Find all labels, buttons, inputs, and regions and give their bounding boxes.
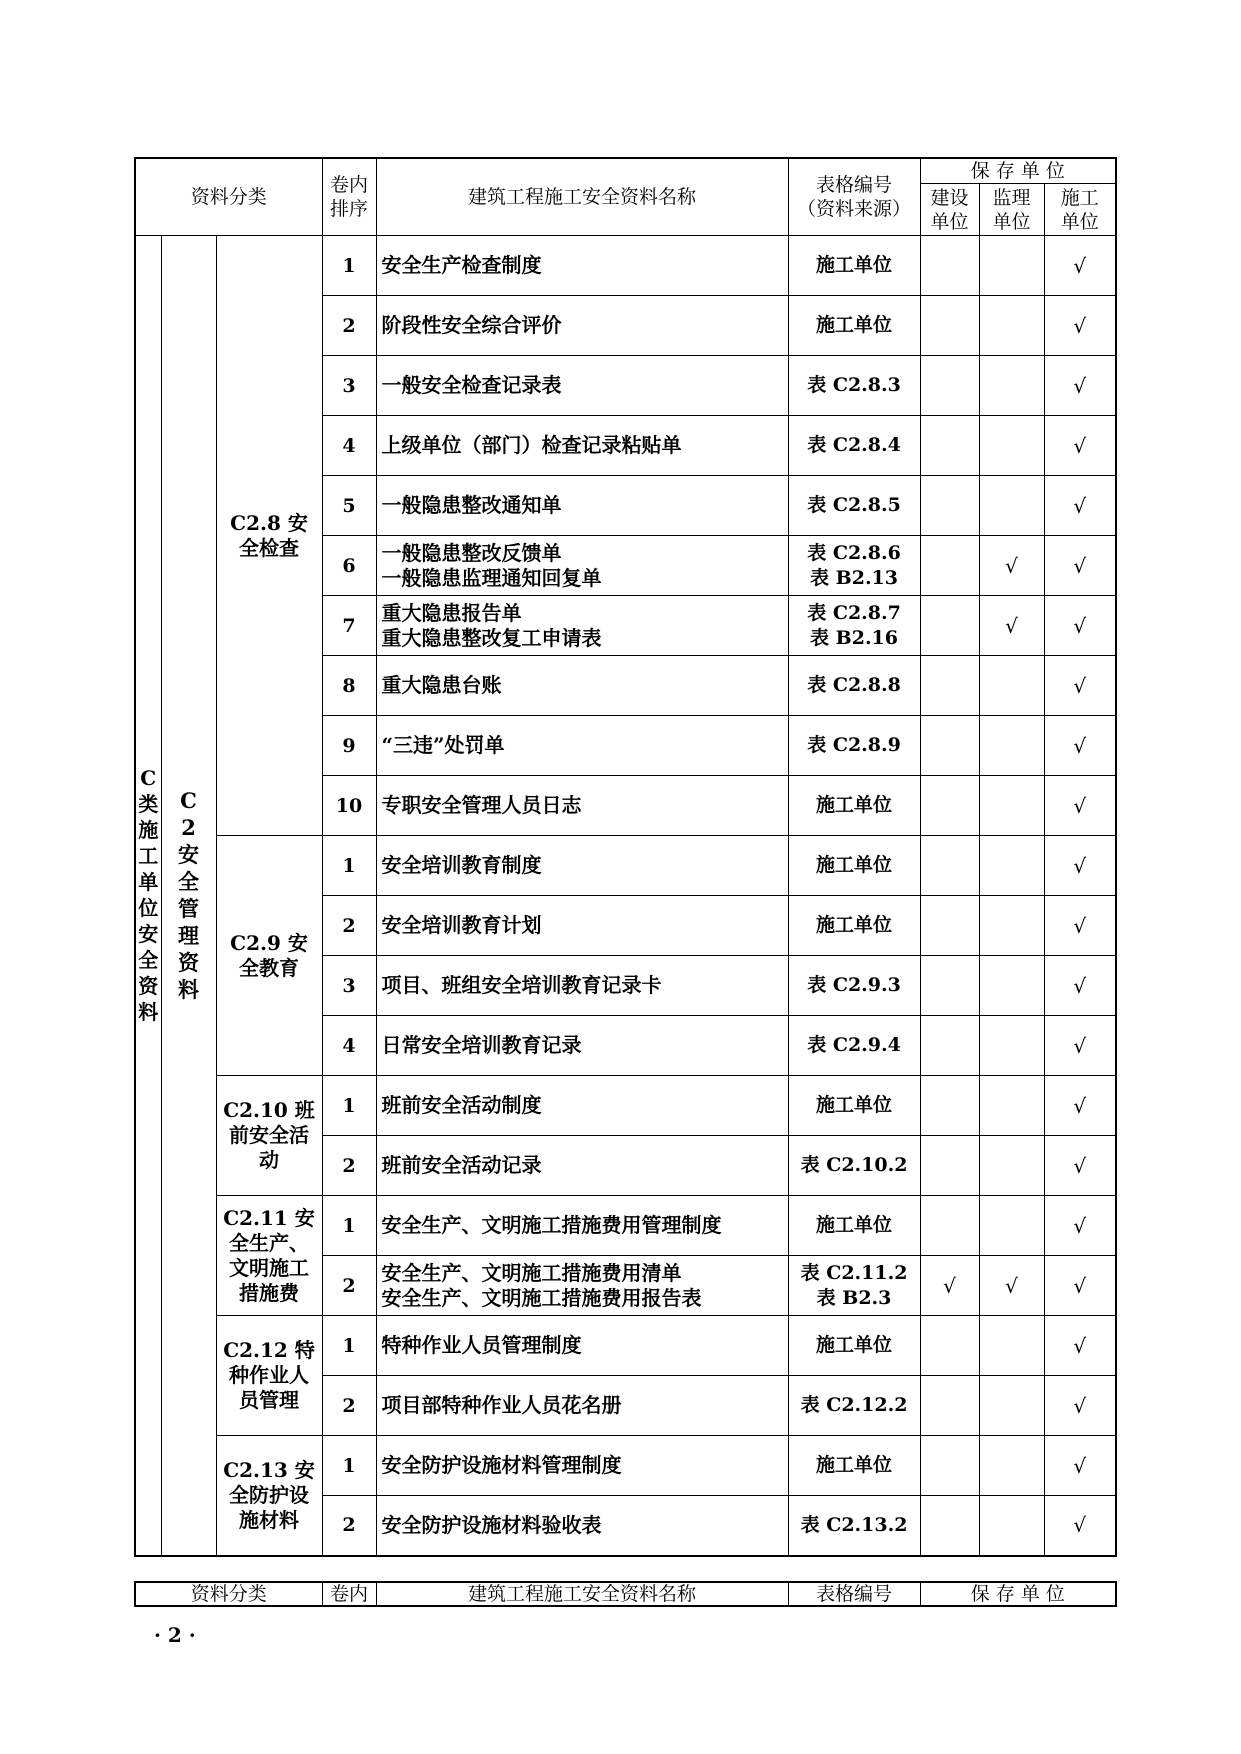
keep-build-check (920, 416, 979, 476)
form-code-line: 施工单位 (816, 854, 893, 876)
document-name-line: 一般安全检查记录表 (381, 373, 562, 397)
row-number: 10 (322, 776, 376, 836)
form-code (788, 476, 920, 536)
keep-supervision-check (979, 296, 1044, 356)
form-code-line: 表 C2.8.4 (807, 434, 901, 456)
document-name (376, 1436, 788, 1496)
keep-construction-check: √ (1044, 836, 1116, 896)
row-number: 2 (322, 1376, 376, 1436)
keep-build-check (920, 896, 979, 956)
document-name (376, 1016, 788, 1076)
document-name (376, 536, 788, 596)
keep-supervision-check (979, 1076, 1044, 1136)
keep-supervision-check (979, 236, 1044, 296)
row-number: 7 (322, 596, 376, 656)
table-row (135, 236, 1116, 296)
keep-supervision-check (979, 656, 1044, 716)
keep-construction-check: √ (1044, 236, 1116, 296)
keep-build-check (920, 656, 979, 716)
row-number: 6 (322, 536, 376, 596)
document-name (376, 1316, 788, 1376)
row-number: 1 (322, 1436, 376, 1496)
form-code-line: 施工单位 (816, 254, 893, 276)
form-code (788, 1076, 920, 1136)
header-name: 建筑工程施工安全资料名称 (376, 158, 788, 236)
keep-build-check (920, 1316, 979, 1376)
document-name-line: 安全培训教育计划 (381, 913, 542, 937)
keep-construction-check: √ (1044, 1016, 1116, 1076)
form-code (788, 776, 920, 836)
form-code (788, 536, 920, 596)
form-code (788, 1316, 920, 1376)
document-name-line: 安全生产检查制度 (381, 253, 542, 277)
header-order: 卷内 排序 (322, 158, 376, 236)
keep-supervision-check (979, 836, 1044, 896)
form-code (788, 236, 920, 296)
document-name-line: 安全生产、文明施工措施费用报告表 (381, 1285, 702, 1310)
document-name (376, 836, 788, 896)
document-name-line: 上级单位（部门）检查记录粘贴单 (381, 433, 682, 457)
document-name (376, 656, 788, 716)
footer-order: 卷内 (322, 1582, 376, 1606)
form-code-line: 施工单位 (816, 1094, 893, 1116)
keep-construction-check: √ (1044, 1076, 1116, 1136)
keep-build-check (920, 956, 979, 1016)
document-name (376, 1196, 788, 1256)
document-name-line: 项目部特种作业人员花名册 (381, 1393, 622, 1417)
keep-construction-check: √ (1044, 656, 1116, 716)
document-name-line: 一般隐患监理通知回复单 (381, 565, 602, 590)
header-keep-unit: 保 存 单 位 (920, 158, 1116, 184)
document-name-line: 一般隐患整改反馈单 (381, 540, 562, 565)
form-code (788, 1256, 920, 1316)
keep-construction-check: √ (1044, 296, 1116, 356)
keep-supervision-check (979, 356, 1044, 416)
keep-construction-check: √ (1044, 716, 1116, 776)
table-row (135, 836, 1116, 896)
document-name-line: 安全防护设施材料管理制度 (381, 1453, 622, 1477)
form-code-line: 表 C2.8.9 (807, 734, 901, 756)
form-code (788, 1496, 920, 1556)
header-unit-supervision: 监理 单位 (979, 184, 1044, 236)
keep-build-check (920, 1436, 979, 1496)
subcategory-title: C2.13 安全防护设施材料 (216, 1436, 322, 1556)
form-code (788, 1016, 920, 1076)
header-category: 资料分类 (135, 158, 322, 236)
form-code-line: 施工单位 (816, 914, 893, 936)
form-code-line: 施工单位 (816, 1334, 893, 1356)
form-code (788, 296, 920, 356)
document-name-line: “三违”处罚单 (381, 733, 505, 757)
keep-supervision-check (979, 776, 1044, 836)
form-code (788, 1376, 920, 1436)
keep-build-check (920, 476, 979, 536)
row-number: 2 (322, 896, 376, 956)
document-name-line: 班前安全活动制度 (381, 1093, 542, 1117)
form-code (788, 1136, 920, 1196)
table-row (135, 1196, 1116, 1256)
category-sub-cell (161, 236, 216, 1556)
form-code (788, 596, 920, 656)
keep-construction-check: √ (1044, 476, 1116, 536)
footer-name: 建筑工程施工安全资料名称 (376, 1582, 788, 1606)
keep-build-check (920, 1076, 979, 1136)
keep-construction-check: √ (1044, 1196, 1116, 1256)
keep-supervision-check (979, 956, 1044, 1016)
keep-supervision-check (979, 1136, 1044, 1196)
page-number: · 2 · (154, 1623, 196, 1647)
document-name (376, 776, 788, 836)
subcategory-title: C2.12 特种作业人员管理 (216, 1316, 322, 1436)
row-number: 1 (322, 1316, 376, 1376)
row-number: 9 (322, 716, 376, 776)
form-code-line: 施工单位 (816, 794, 893, 816)
keep-build-check (920, 536, 979, 596)
keep-construction-check: √ (1044, 1316, 1116, 1376)
row-number: 4 (322, 1016, 376, 1076)
keep-construction-check: √ (1044, 956, 1116, 1016)
category-main-cell (135, 236, 161, 1556)
keep-build-check (920, 296, 979, 356)
keep-build-check (920, 236, 979, 296)
keep-construction-check: √ (1044, 416, 1116, 476)
document-name (376, 596, 788, 656)
keep-supervision-check (979, 716, 1044, 776)
subcategory-title: C2.10 班前安全活动 (216, 1076, 322, 1196)
document-name (376, 1496, 788, 1556)
keep-build-check (920, 776, 979, 836)
document-name (376, 416, 788, 476)
subcategory-title: C2.11 安全生产、文明施工措施费 (216, 1196, 322, 1316)
footer-category: 资料分类 (135, 1582, 322, 1606)
keep-construction-check: √ (1044, 1436, 1116, 1496)
row-number: 4 (322, 416, 376, 476)
row-number: 2 (322, 1496, 376, 1556)
keep-construction-check: √ (1044, 1136, 1116, 1196)
form-code-line: 表 C2.8.6 (807, 541, 901, 564)
keep-construction-check: √ (1044, 356, 1116, 416)
footer-header-table (134, 1581, 1117, 1607)
document-name (376, 356, 788, 416)
document-name-line: 安全培训教育制度 (381, 853, 542, 877)
document-name (376, 956, 788, 1016)
document-name (376, 716, 788, 776)
document-name-line: 安全生产、文明施工措施费用管理制度 (381, 1213, 722, 1237)
keep-build-check (920, 1136, 979, 1196)
document-name (376, 1256, 788, 1316)
keep-build-check (920, 716, 979, 776)
category-sub-label: C2安全管理资料 (178, 788, 199, 1003)
table-row (135, 1316, 1116, 1376)
keep-build-check (920, 836, 979, 896)
footer-code: 表格编号 (788, 1582, 920, 1606)
form-code-line: 表 C2.9.3 (807, 974, 901, 996)
form-code (788, 836, 920, 896)
keep-supervision-check (979, 1496, 1044, 1556)
keep-supervision-check: √ (979, 596, 1044, 656)
form-code-line: 表 C2.8.5 (807, 494, 901, 516)
footer-keep: 保 存 单 位 (920, 1582, 1116, 1606)
row-number: 1 (322, 1076, 376, 1136)
form-code-line: 表 C2.10.2 (800, 1154, 908, 1176)
form-code-line: 施工单位 (816, 1454, 893, 1476)
header-unit-build: 建设 单位 (920, 184, 979, 236)
header-code: 表格编号 （资料来源） (788, 158, 920, 236)
keep-supervision-check (979, 416, 1044, 476)
form-code (788, 416, 920, 476)
row-number: 8 (322, 656, 376, 716)
row-number: 3 (322, 356, 376, 416)
keep-build-check: √ (920, 1256, 979, 1316)
table-row (135, 1076, 1116, 1136)
keep-construction-check: √ (1044, 896, 1116, 956)
document-name (376, 476, 788, 536)
document-name-line: 重大隐患报告单 (381, 600, 522, 625)
form-code-line: 表 C2.13.2 (800, 1513, 908, 1536)
form-code (788, 896, 920, 956)
form-code-line: 表 B2.3 (816, 1286, 892, 1309)
keep-build-check (920, 596, 979, 656)
form-code-line: 表 C2.9.4 (807, 1034, 901, 1056)
keep-supervision-check (979, 1196, 1044, 1256)
row-number: 3 (322, 956, 376, 1016)
document-name (376, 896, 788, 956)
document-name-line: 阶段性安全综合评价 (381, 313, 562, 337)
keep-build-check (920, 1196, 979, 1256)
keep-construction-check: √ (1044, 1376, 1116, 1436)
keep-construction-check: √ (1044, 1256, 1116, 1316)
keep-build-check (920, 1016, 979, 1076)
document-name-line: 一般隐患整改通知单 (381, 493, 562, 517)
form-code-line: 表 C2.8.7 (807, 601, 901, 624)
form-code-line: 表 B2.16 (810, 626, 898, 649)
form-code-line: 表 C2.11.2 (800, 1261, 908, 1284)
keep-construction-check: √ (1044, 776, 1116, 836)
document-name-line: 特种作业人员管理制度 (381, 1333, 582, 1357)
form-code-line: 表 C2.12.2 (800, 1394, 908, 1416)
form-code (788, 716, 920, 776)
keep-supervision-check (979, 1016, 1044, 1076)
document-name-line: 专职安全管理人员日志 (381, 793, 582, 817)
keep-build-check (920, 1376, 979, 1436)
document-name (376, 1376, 788, 1436)
document-name-line: 日常安全培训教育记录 (381, 1033, 582, 1057)
table-row (135, 1436, 1116, 1496)
document-name (376, 1136, 788, 1196)
document-name-line: 重大隐患台账 (381, 673, 502, 697)
row-number: 5 (322, 476, 376, 536)
document-name (376, 296, 788, 356)
header-unit-construction: 施工 单位 (1044, 184, 1116, 236)
subcategory-title: C2.9 安全教育 (216, 836, 322, 1076)
form-code-line: 表 B2.13 (810, 566, 898, 589)
archive-table (134, 157, 1117, 1557)
document-name-line: 项目、班组安全培训教育记录卡 (381, 973, 662, 997)
form-code-line: 施工单位 (816, 1214, 893, 1236)
row-number: 2 (322, 296, 376, 356)
keep-supervision-check: √ (979, 1256, 1044, 1316)
subcategory-title: C2.8 安全检查 (216, 236, 322, 836)
form-code (788, 656, 920, 716)
document-name-line: 班前安全活动记录 (381, 1153, 542, 1177)
form-code (788, 1196, 920, 1256)
form-code (788, 956, 920, 1016)
row-number: 2 (322, 1136, 376, 1196)
row-number: 1 (322, 836, 376, 896)
keep-build-check (920, 356, 979, 416)
keep-construction-check: √ (1044, 596, 1116, 656)
row-number: 1 (322, 1196, 376, 1256)
form-code-line: 表 C2.8.3 (807, 374, 901, 396)
category-main-label: C类施工单位安全资料 (138, 766, 159, 1025)
document-name (376, 236, 788, 296)
document-name-line: 重大隐患整改复工申请表 (381, 625, 602, 650)
document-name (376, 1076, 788, 1136)
row-number: 2 (322, 1256, 376, 1316)
form-code (788, 356, 920, 416)
keep-build-check (920, 1496, 979, 1556)
keep-supervision-check (979, 1316, 1044, 1376)
form-code-line: 施工单位 (816, 314, 893, 336)
form-code (788, 1436, 920, 1496)
keep-supervision-check (979, 896, 1044, 956)
keep-supervision-check: √ (979, 536, 1044, 596)
keep-supervision-check (979, 476, 1044, 536)
row-number: 1 (322, 236, 376, 296)
keep-supervision-check (979, 1376, 1044, 1436)
keep-construction-check: √ (1044, 1496, 1116, 1556)
document-name-line: 安全防护设施材料验收表 (381, 1512, 602, 1537)
document-name-line: 安全生产、文明施工措施费用清单 (381, 1260, 682, 1285)
form-code-line: 表 C2.8.8 (807, 674, 901, 696)
keep-supervision-check (979, 1436, 1044, 1496)
keep-construction-check: √ (1044, 536, 1116, 596)
